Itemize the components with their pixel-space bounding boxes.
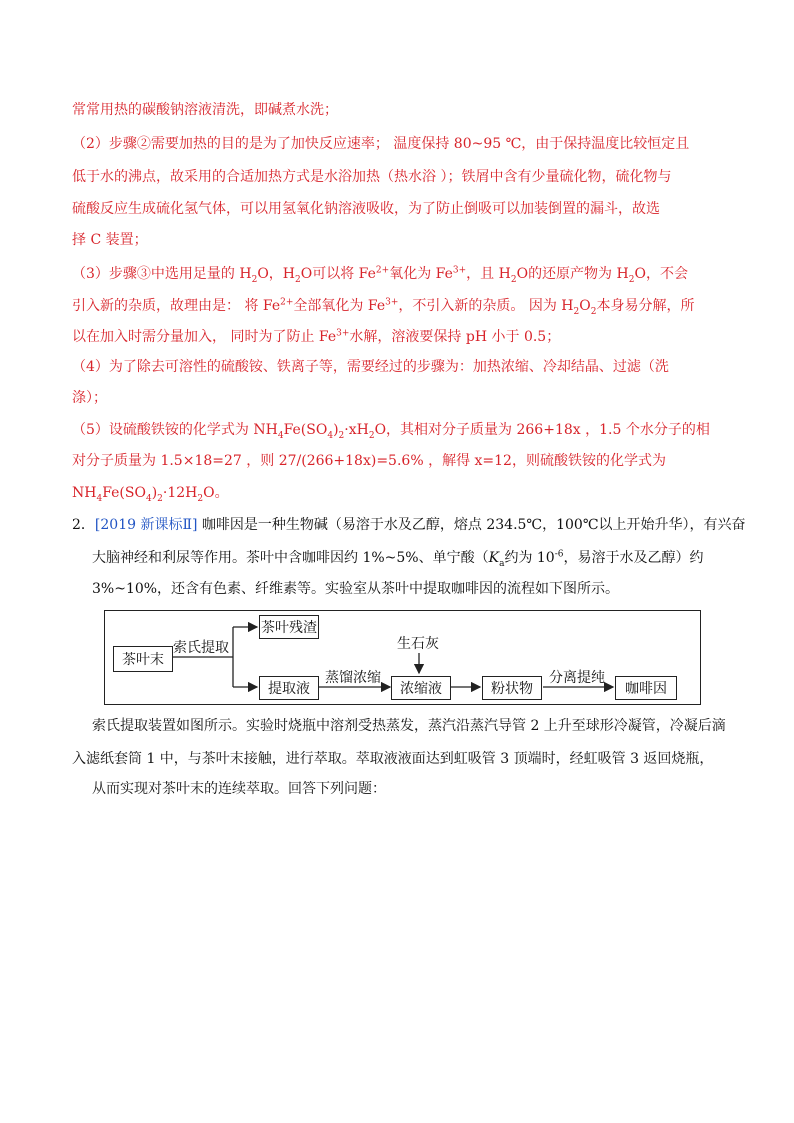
question-desc-line-3: 从而实现对茶叶末的连续萃取。回答下列问题： <box>92 781 386 797</box>
answer-step4-line-1: （4）为了除去可溶性的硫酸铵、铁离子等，需要经过的步骤为：加热浓缩、冷却结晶、过滤（洗 <box>72 359 669 375</box>
answer-line-1: 常常用热的碳酸钠溶液清洗，即碱煮水洗； <box>72 102 338 118</box>
answer-step5-line-1: （5）设硫酸铁铵的化学式为 $NH_4Fe(SO_4)_2\cdot xH_2O$，其相对分子质量为 266+18x ，1.5 个水分子的相 <box>72 422 710 441</box>
question-line-1: 2．[2019 新课标Ⅱ] 咖啡因是一种生物碱（易溶于水及乙醇，熔点 234.5℃，100℃以上开始升华），有兴奋 <box>72 517 746 533</box>
node-tea-powder: 茶叶末 <box>113 646 173 672</box>
edge-label-distill: 蒸馏浓缩 <box>325 670 381 686</box>
edge-label-separate: 分离提纯 <box>549 670 605 686</box>
answer-step4-line-2: 涤）； <box>72 390 107 406</box>
answer-step2-line-4: 择 C 装置； <box>72 232 148 248</box>
answer-step2-line-1: （2）步骤②需要加热的目的是为了加快反应速率； 温度保持 80~95 ℃，由于保持温度比较恒定且 <box>72 136 690 152</box>
node-caffeine: 咖啡因 <box>615 676 677 700</box>
node-powder: 粉状物 <box>482 676 542 700</box>
answer-step3-line-1: （3）步骤③中选用足量的 $H_2O$，$H_2O$可以将 $Fe^{2+}$氧化为 $Fe^{3+}$，且 $H_2O$的还原产物为 $H_2O$，不会 <box>72 265 688 285</box>
node-extract: 提取液 <box>259 676 319 700</box>
node-concentrate: 浓缩液 <box>391 676 451 700</box>
question-line-2: 大脑神经和利尿等作用。茶叶中含咖啡因约 1%~5%、单宁酸（$K_a$约为 $10^{-6}$，易溶于水及乙醇）约 <box>92 549 704 569</box>
question-number: 2． <box>72 517 95 533</box>
flowchart <box>104 610 701 705</box>
question-line-3: 3%~10%，还含有色素、纤维素等。实验室从茶叶中提取咖啡因的流程如下图所示。 <box>92 581 620 597</box>
answer-step2-line-2: 低于水的沸点，故采用的合适加热方式是水浴加热（热水浴 ）；铁屑中含有少量硫化物，硫化物与 <box>72 169 672 185</box>
node-quicklime: 生石灰 <box>397 636 439 652</box>
answer-step5-line-2: 对分子质量为 1.5×18=27 ，则 27/(266+18x)=5.6% ，解得 x=12，则硫酸铁铵的化学式为 <box>72 453 666 469</box>
edge-label-soxhlet: 索氏提取 <box>173 640 229 656</box>
question-source: [2019 新课标Ⅱ] <box>94 517 198 533</box>
question-desc-line-2: 入滤纸套筒 1 中，与茶叶末接触，进行萃取。萃取液液面达到虹吸管 3 顶端时，经虹吸管 3 返回烧瓶， <box>72 751 714 767</box>
answer-step5-line-3: $NH_4Fe(SO_4)_2\cdot 12H_2O$。 <box>72 485 229 504</box>
question-desc-line-1: 索氏提取装置如图所示。实验时烧瓶中溶剂受热蒸发，蒸汽沿蒸汽导管 2 上升至球形冷凝管，冷凝后滴 <box>92 718 726 734</box>
answer-step3-line-3: 以在加入时需分量加入， 同时为了防止 $Fe^{3+}$水解，溶液要保持 pH 小于 0.5； <box>72 328 561 345</box>
answer-step3-line-2: 引入新的杂质，故理由是： 将 $Fe^{2+}$全部氧化为 $Fe^{3+}$，不引入新的杂质。 因为 $H_2O_2$本身易分解，所 <box>72 297 695 317</box>
answer-step2-line-3: 硫酸反应生成硫化氢气体，可以用氢氧化钠溶液吸收，为了防止倒吸可以加装倒置的漏斗，故选 <box>72 201 660 217</box>
node-tea-residue: 茶叶残渣 <box>259 615 319 639</box>
